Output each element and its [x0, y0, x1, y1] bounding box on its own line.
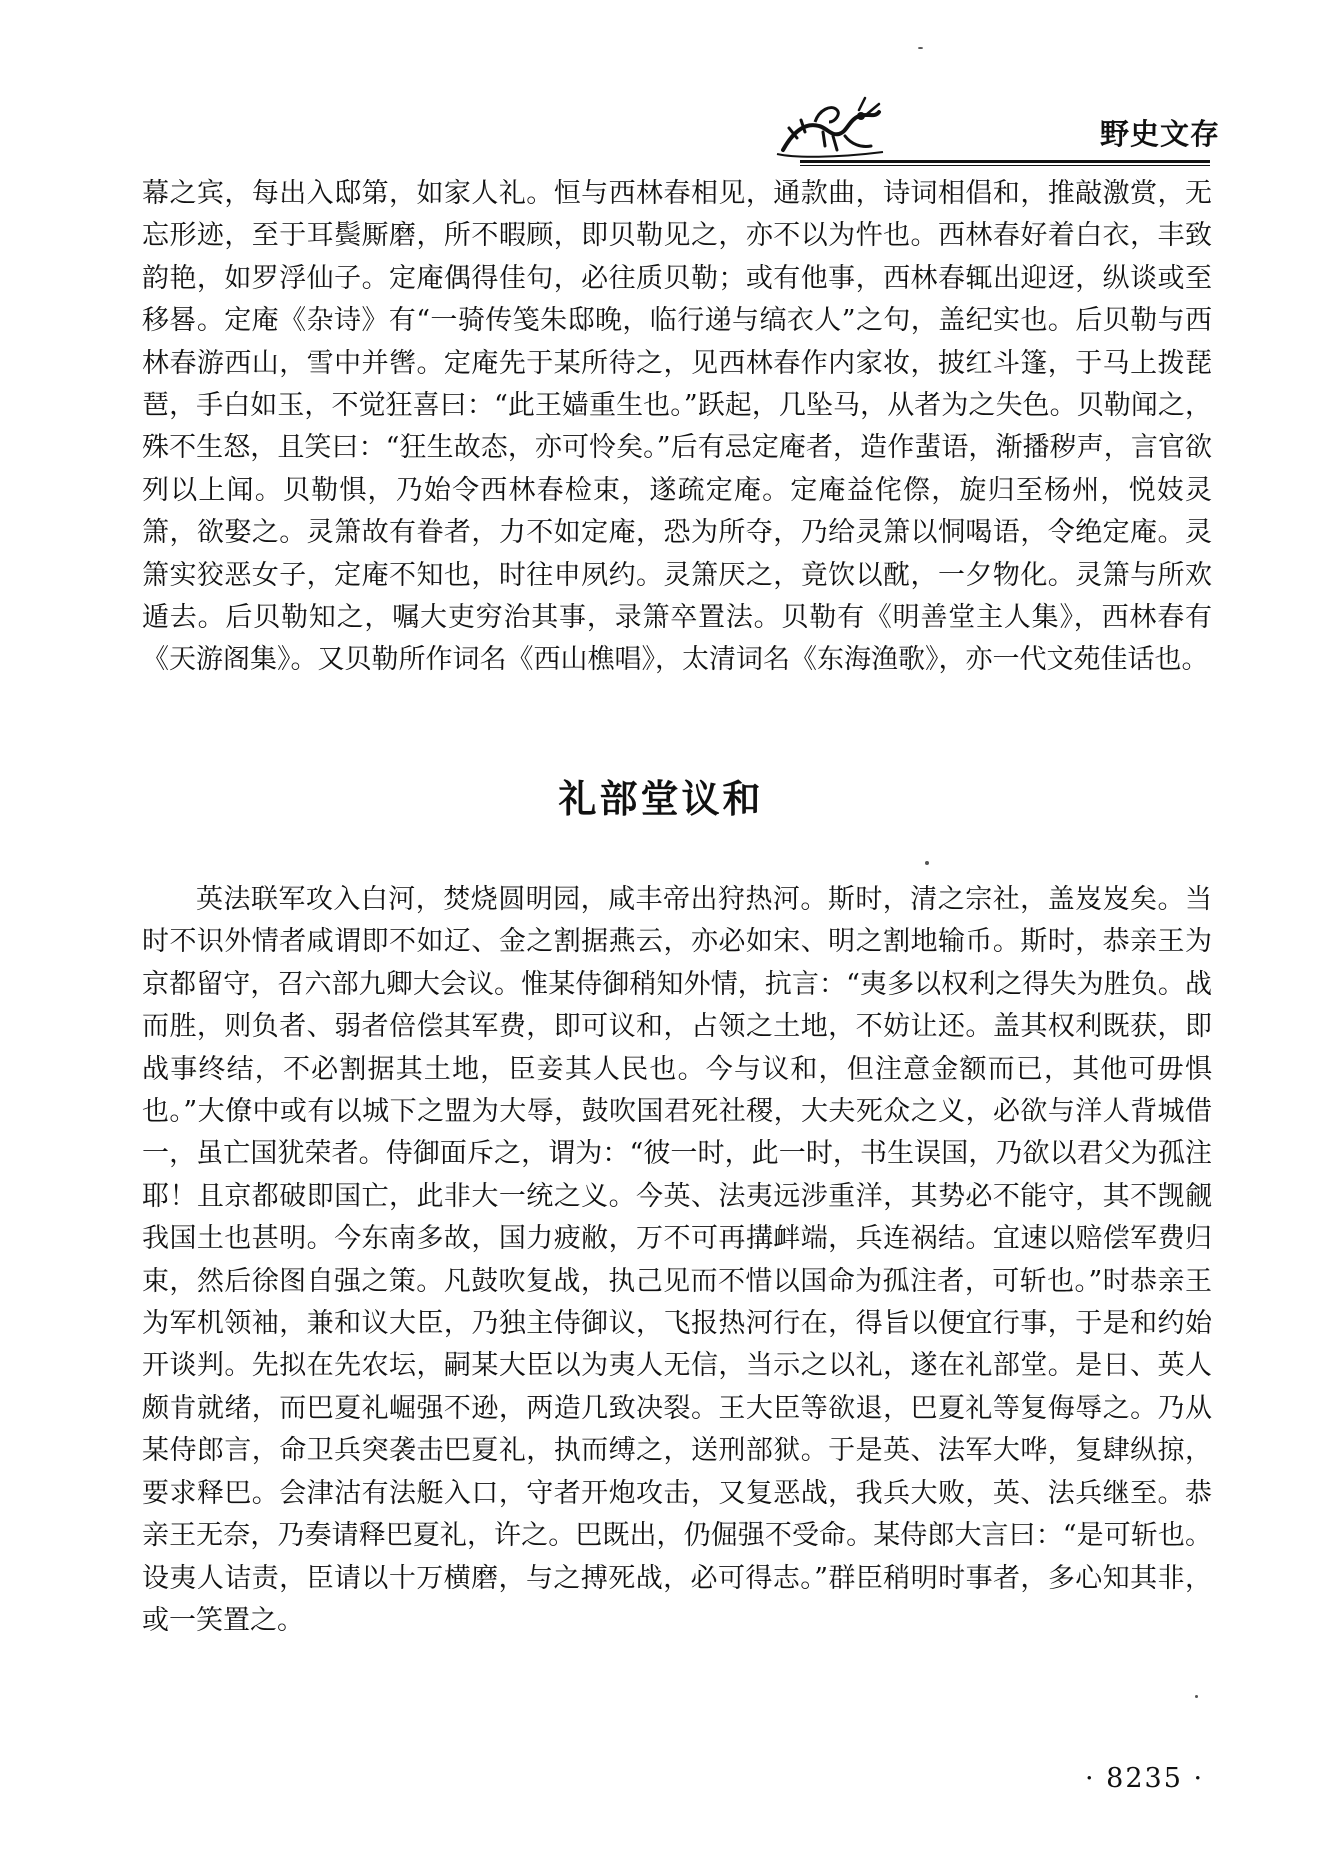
page-number: · 8235 · [1085, 1763, 1205, 1794]
scan-speck [1195, 1695, 1198, 1698]
scan-speck [918, 47, 923, 49]
page-header [0, 0, 1322, 200]
section-title: 礼部堂议和 [558, 777, 764, 821]
dragon-icon [775, 92, 885, 164]
paragraph-continued: 幕之宾，每出入邸第，如家人礼。恒与西林春相见，通款曲，诗词相倡和，推敲激赏，无忘形迹，至于耳鬓厮磨，所不暇顾，即贝勒见之，亦不以为忤也。西林春好着白衣，丰致韵艳，如罗浮仙子。定庵偶得佳句，必往质贝勒；或有他事，西林春辄出迎迓，纵谈或至移晷。定庵《杂诗》有“一骑传笺朱邸晚，临行递与缟衣人”之句，盖纪实也。后贝勒与西林春游西山，雪中并辔。定庵先于某所待之，见西林春作内家妆，披红斗篷，于马上拨琵琶，手白如玉，不觉狂喜曰：“此王嫱重生也。”跃起，几坠马，从者为之失色。贝勒闻之，殊不生怒，且笑曰：“狂生故态，亦可怜矣。”后有忌定庵者，造作蜚语，渐播秽声，言官欲列以上闻。贝勒惧，乃始令西林春检束，遂疏定庵。定庵益侘傺，旋归至杨州，悦妓灵箫，欲娶之。灵箫故有眷者，力不如定庵，恐为所夺，乃给灵箫以恫喝语，令绝定庵。灵箫实狡恶女子，定庵不知也，时往申夙约。灵箫厌之，竟饮以酖，一夕物化。灵箫与所欢遁去。后贝勒知之，嘱大吏穷治其事，录箫卒置法。贝勒有《明善堂主人集》，西林春有《天游阁集》。又贝勒所作词名《西山樵唱》，太清词名《东海渔歌》，亦一代文苑佳话也。 [142, 178, 1212, 676]
scan-speck [925, 861, 929, 865]
header-rule-thin [800, 165, 1210, 166]
paragraph-section-body: 英法联军攻入白河，焚烧圆明园，咸丰帝出狩热河。斯时，清之宗社，盖岌岌矣。当时不识外情者咸谓即不如辽、金之割据燕云，亦必如宋、明之割地输币。斯时，恭亲王为京都留守，召六部九卿大会议。惟某侍御稍知外情，抗言：“夷多以权利之得失为胜负。战而胜，则负者、弱者倍偿其军费，即可议和，占领之土地，不妨让还。盖其权利既获，即战事终结，不必割据其土地，臣妾其人民也。今与议和，但注意金额而已，其他可毋惧也。”大僚中或有以城下之盟为大辱，鼓吹国君死社稷，大夫死众之义，必欲与洋人背城借一，虽亡国犹荣者。侍御面斥之，谓为：“彼一时，此一时，书生误国，乃欲以君父为孤注耶！且京都破即国亡，此非大一统之义。今英、法夷远涉重洋，其势必不能守，其不觊觎我国土也甚明。今东南多故，国力疲敝，万不可再搆衅端，兵连祸结。宜速以赔偿军费归束，然后徐图自强之策。凡鼓吹复战，执己见而不惜以国命为孤注者，可斩也。”时恭亲王为军机领袖，兼和议大臣，乃独主侍御议，飞报热河行在，得旨以便宜行事，于是和约始开谈判。先拟在先农坛，嗣某大臣以为夷人无信，当示之以礼，遂在礼部堂。是日、英人颇肯就绪，而巴夏礼崛强不逊，两造几致决裂。王大臣等欲退，巴夏礼等复侮辱之。乃从某侍郎言，命卫兵突袭击巴夏礼，执而缚之，送刑部狱。于是英、法军大哗，复肆纵掠，要求释巴。会津沽有法艇入口，守者开炮攻击，又复恶战，我兵大败，英、法兵继至。恭亲王无奈，乃奏请释巴夏礼，许之。巴既出，仍倔强不受命。某侍郎大言曰：“是可斩也。设夷人诘责，臣请以十万横磨，与之搏死战，必可得志。”群臣稍明时事者，多心知其非，或一笑置之。 [142, 884, 1212, 1636]
header-rule [800, 160, 1210, 163]
running-head: 野史文存 [1100, 117, 1221, 151]
